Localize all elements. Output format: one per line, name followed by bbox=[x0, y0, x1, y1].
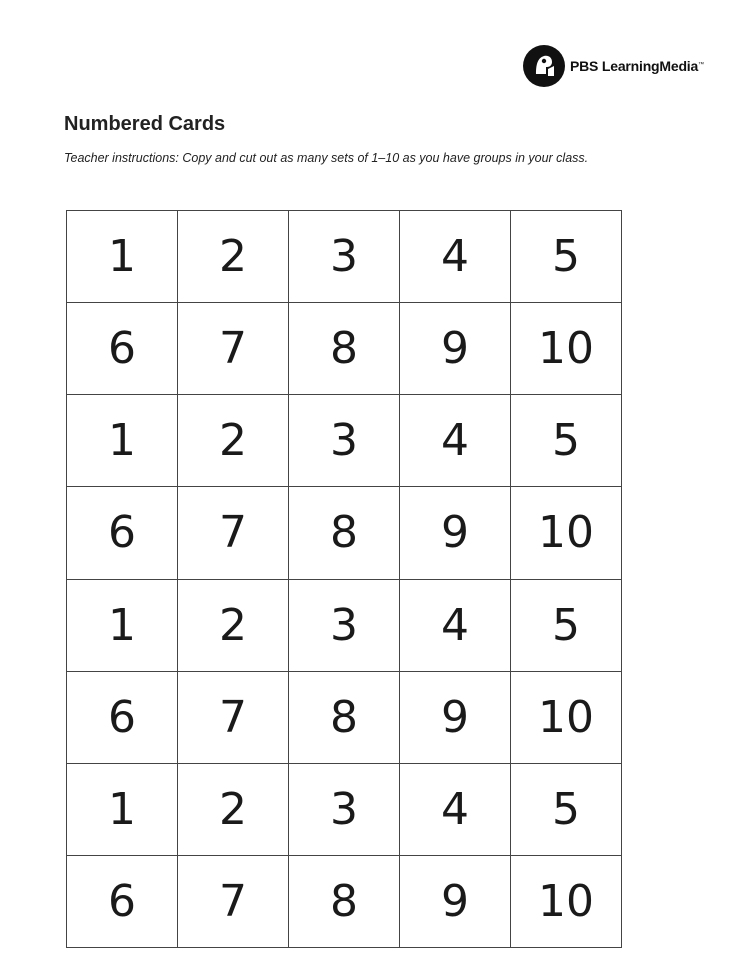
card-row bbox=[67, 487, 622, 579]
number-card: 5 bbox=[511, 211, 622, 303]
number-card: 8 bbox=[289, 487, 400, 579]
number-card: 2 bbox=[178, 211, 289, 303]
number-card: 10 bbox=[511, 303, 622, 395]
number-card: 5 bbox=[511, 763, 622, 855]
number-card: 2 bbox=[178, 763, 289, 855]
page-title: Numbered Cards bbox=[64, 113, 226, 135]
card-row bbox=[67, 855, 622, 947]
number-card: 7 bbox=[178, 487, 289, 579]
cards-grid-body bbox=[67, 211, 622, 948]
number-card: 10 bbox=[511, 487, 622, 579]
number-card: 7 bbox=[178, 855, 289, 947]
number-card: 1 bbox=[67, 211, 178, 303]
brand-name-text: PBS LearningMedia bbox=[570, 58, 699, 74]
number-card: 6 bbox=[67, 303, 178, 395]
card-row bbox=[67, 395, 622, 487]
number-card: 4 bbox=[400, 395, 511, 487]
number-card: 8 bbox=[289, 303, 400, 395]
number-card: 4 bbox=[400, 763, 511, 855]
number-card: 10 bbox=[511, 855, 622, 947]
number-card: 1 bbox=[67, 763, 178, 855]
number-card: 6 bbox=[67, 487, 178, 579]
number-card: 6 bbox=[67, 855, 178, 947]
number-card: 9 bbox=[400, 487, 511, 579]
number-card: 9 bbox=[400, 671, 511, 763]
number-card: 7 bbox=[178, 303, 289, 395]
pbs-logo-icon bbox=[522, 44, 566, 88]
card-row bbox=[67, 763, 622, 855]
card-row bbox=[67, 579, 622, 671]
brand-name bbox=[570, 58, 704, 74]
number-card: 5 bbox=[511, 579, 622, 671]
number-card: 3 bbox=[289, 211, 400, 303]
number-card: 4 bbox=[400, 579, 511, 671]
card-row bbox=[67, 211, 622, 303]
number-card: 2 bbox=[178, 395, 289, 487]
card-row bbox=[67, 303, 622, 395]
number-card: 3 bbox=[289, 395, 400, 487]
number-card: 3 bbox=[289, 763, 400, 855]
pbs-learningmedia-logo bbox=[522, 44, 704, 88]
teacher-instructions: Teacher instructions: Copy and cut out as many sets of 1–10 as you have groups in your class. bbox=[64, 151, 589, 165]
trademark-symbol: ™ bbox=[698, 62, 704, 68]
card-row bbox=[67, 671, 622, 763]
number-card: 9 bbox=[400, 855, 511, 947]
number-card: 9 bbox=[400, 303, 511, 395]
number-card: 1 bbox=[67, 579, 178, 671]
number-card: 3 bbox=[289, 579, 400, 671]
number-card: 7 bbox=[178, 671, 289, 763]
number-card: 10 bbox=[511, 671, 622, 763]
number-card: 1 bbox=[67, 395, 178, 487]
number-card: 4 bbox=[400, 211, 511, 303]
number-card: 6 bbox=[67, 671, 178, 763]
number-card: 8 bbox=[289, 855, 400, 947]
number-card: 2 bbox=[178, 579, 289, 671]
number-card: 5 bbox=[511, 395, 622, 487]
numbered-cards-grid bbox=[66, 210, 622, 948]
number-card: 8 bbox=[289, 671, 400, 763]
